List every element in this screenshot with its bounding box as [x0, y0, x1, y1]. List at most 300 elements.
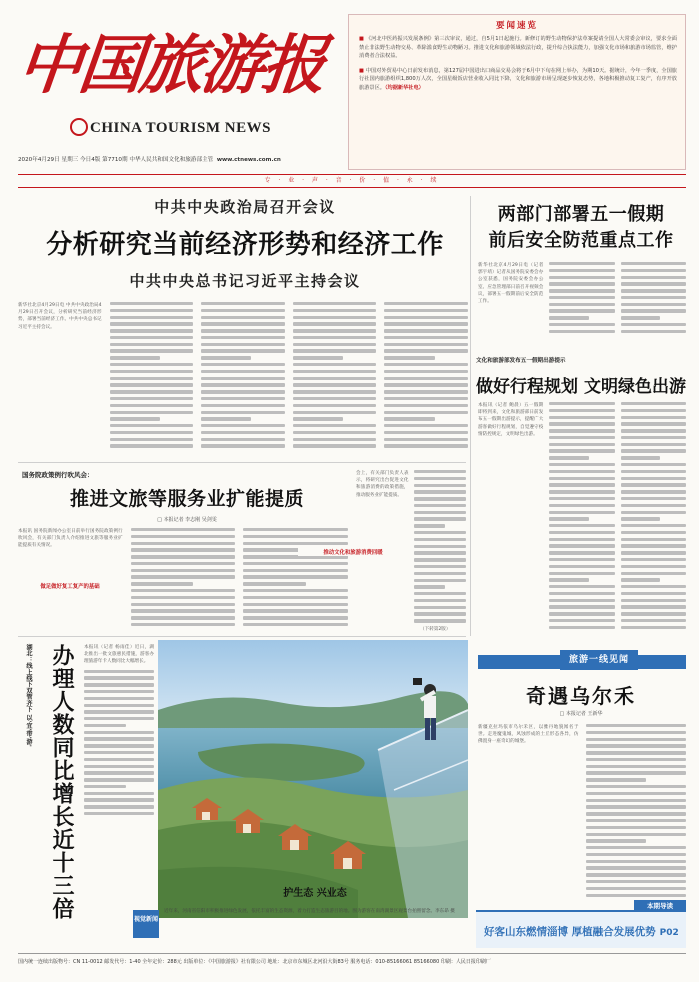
text-line: [414, 538, 467, 541]
text-line: [586, 792, 687, 795]
text-line: [549, 504, 614, 507]
text-line: [384, 397, 468, 400]
text-line: [243, 623, 348, 626]
text-line: [549, 456, 588, 459]
text-line: [549, 309, 614, 312]
text-line: [621, 497, 686, 500]
text-line: [201, 390, 285, 393]
text-line: [131, 548, 236, 551]
text-line: [243, 528, 348, 531]
express-list: [359, 35, 677, 99]
text-line: [621, 316, 660, 319]
issue-info: 2020年4月29日 星期三 今日4版 第7710期 中华人民共和国文化和旅游部主管: [18, 157, 214, 163]
text-line: [621, 477, 686, 480]
text-line: [243, 562, 348, 565]
text-line: [549, 436, 614, 439]
text-line: [84, 717, 154, 720]
express-item[interactable]: [359, 67, 677, 93]
text-line: [621, 429, 686, 432]
text-line: [110, 316, 194, 319]
text-line: [131, 603, 236, 606]
text-line: [293, 411, 377, 414]
text-line: [293, 309, 377, 312]
text-line: [384, 377, 468, 380]
text-line: [293, 397, 377, 400]
visual-news-badge: 视觉新闻: [133, 910, 159, 938]
text-line: [110, 302, 194, 305]
publication-footer: 国内统一连续出版物号：CN 11-0012 邮发代号：1-40 全年定价：288元 出版单位：《中国旅游报》社有限公司 地址：北京市东城区北河沿大街83号 服务电话：010-85166061 85166080 印刷：人民日报印刷厂: [18, 953, 686, 971]
text-line: [621, 531, 686, 534]
text-line: [549, 477, 614, 480]
text-line: [586, 799, 687, 802]
text-line: [621, 605, 686, 608]
text-line: [549, 449, 614, 452]
text-line: [549, 619, 614, 622]
mid-story-body: [18, 528, 348, 632]
text-line: [384, 431, 468, 434]
text-line: [110, 370, 194, 373]
text-line: [414, 558, 467, 561]
text-line: [586, 860, 687, 863]
text-line: [549, 544, 614, 547]
text-line: [201, 424, 285, 427]
text-line: [621, 262, 686, 265]
text-line: [414, 517, 467, 520]
text-line: [293, 363, 377, 366]
text-line: [201, 363, 285, 366]
text-line: [384, 417, 434, 420]
text-line: [621, 323, 686, 326]
second-story-body: [478, 402, 686, 634]
text-line: [243, 616, 348, 619]
text-line: [549, 276, 614, 279]
text-line: [414, 585, 446, 588]
guide-headline-text: 好客山东燃情淄博 厚植融合发展优势: [484, 926, 656, 938]
text-line: [201, 316, 285, 319]
text-line: [621, 511, 686, 514]
text-line: [621, 592, 686, 595]
text-line: [621, 282, 686, 285]
text-line: [293, 336, 377, 339]
travel-story-paragraph: 新疆克拉玛依市乌尔禾区，以雅丹地貌闻名于世。走进魔鬼城，风蚀形成的土丘形态各异，仿佛置身一座奇幻的城堡。: [478, 725, 579, 745]
text-line: [384, 356, 434, 359]
text-column: [84, 670, 154, 820]
text-line: [84, 710, 154, 713]
text-line: [549, 483, 614, 486]
text-line: [586, 887, 687, 890]
text-column: [131, 528, 236, 632]
text-line: [243, 582, 306, 585]
text-line: [384, 383, 468, 386]
text-line: [414, 470, 467, 473]
text-line: [549, 517, 588, 520]
text-line: [621, 490, 686, 493]
text-line: [549, 303, 614, 306]
mid-story-subhead: 做足做好复工复产的基础: [18, 582, 122, 590]
text-line: [414, 599, 467, 602]
issue-guide[interactable]: [476, 902, 686, 948]
text-line: [621, 524, 686, 527]
text-line: [201, 397, 285, 400]
text-line: [414, 612, 467, 615]
slogan-band: 专 · 业 · 声 · 音 · 价 · 值 · 永 · 续: [18, 174, 686, 188]
text-line: [621, 276, 686, 279]
text-line: [621, 470, 686, 473]
text-line: [414, 572, 467, 575]
bullet-icon: ■: [359, 36, 366, 42]
text-line: [131, 623, 236, 626]
text-line: [384, 411, 468, 414]
text-column: [384, 302, 468, 452]
text-line: [549, 531, 614, 534]
text-line: [586, 771, 687, 774]
text-line: [84, 758, 154, 761]
text-line: [621, 443, 686, 446]
text-line: [384, 404, 468, 407]
text-line: [586, 819, 687, 822]
section-divider: [18, 462, 466, 463]
text-line: [621, 483, 686, 486]
text-line: [110, 390, 194, 393]
dateline: [18, 155, 338, 163]
mid-story-byline: □ 本报记者 李志刚 吴剑雯: [157, 517, 217, 523]
text-line: [549, 585, 614, 588]
text-line: [621, 422, 686, 425]
lead-kicker: 中共中央政治局召开会议: [154, 198, 336, 216]
text-line: [549, 538, 614, 541]
text-line: [414, 511, 467, 514]
text-line: [201, 444, 285, 447]
right-story-headline-line2[interactable]: 前后安全防范重点工作: [488, 230, 674, 251]
text-line: [621, 309, 686, 312]
text-line: [549, 599, 614, 602]
text-line: [621, 416, 686, 419]
text-line: [549, 282, 614, 285]
text-line: [414, 504, 467, 507]
right-story-headline-line1[interactable]: 两部门部署五一假期: [497, 204, 665, 225]
text-line: [293, 431, 377, 434]
text-line: [293, 424, 377, 427]
text-line: [414, 490, 467, 493]
text-line: [201, 370, 285, 373]
text-line: [131, 555, 236, 558]
text-line: [384, 438, 468, 441]
text-line: [586, 826, 687, 829]
text-line: [621, 619, 686, 622]
text-column: [621, 402, 686, 634]
text-line: [586, 758, 687, 761]
mid-story-kicker: 国务院政策例行吹风会：: [22, 471, 94, 479]
text-line: [549, 409, 614, 412]
text-line: [549, 470, 614, 473]
text-line: [549, 511, 614, 514]
text-line: [549, 330, 614, 333]
text-line: [131, 569, 236, 572]
text-line: [201, 343, 285, 346]
text-line: [621, 436, 686, 439]
text-column: [586, 724, 687, 902]
text-line: [384, 343, 468, 346]
text-line: [621, 538, 686, 541]
news-photo[interactable]: [158, 640, 468, 918]
text-line: [293, 316, 377, 319]
text-line: [586, 765, 687, 768]
text-line: [549, 565, 614, 568]
text-line: [293, 329, 377, 332]
text-line: [549, 443, 614, 446]
right-story-body: [478, 262, 686, 342]
text-line: [586, 839, 646, 842]
text-line: [621, 544, 686, 547]
text-line: [586, 731, 687, 734]
text-line: [131, 575, 236, 578]
text-column: [293, 302, 377, 452]
text-line: [110, 377, 194, 380]
text-line: [201, 404, 285, 407]
text-line: [84, 690, 154, 693]
text-line: [201, 377, 285, 380]
text-line: [621, 289, 686, 292]
text-line: [293, 302, 377, 305]
text-line: [549, 572, 614, 575]
masthead: [14, 14, 338, 134]
text-line: [384, 329, 468, 332]
second-story-headline-part2[interactable]: 文明绿色出游: [584, 377, 686, 397]
column-divider: [470, 196, 471, 636]
mid-story-paragraph-2: 会上，有关部门负责人表示，将研究出台促进文化和旅游消费的政策措施，推动服务业扩能提质。: [356, 471, 409, 498]
text-line: [131, 616, 236, 619]
text-line: [621, 402, 686, 405]
mid-story-subhead-2: 推动文化和旅游消费回暖: [298, 548, 408, 556]
text-line: [549, 592, 614, 595]
text-line: [384, 424, 468, 427]
text-line: [201, 349, 285, 352]
express-item[interactable]: [359, 35, 677, 61]
text-line: [586, 873, 687, 876]
text-line: [549, 296, 614, 299]
text-line: [110, 417, 160, 420]
text-line: [414, 565, 467, 568]
text-line: [84, 737, 154, 740]
text-line: [110, 404, 194, 407]
text-line: [110, 424, 194, 427]
text-line: [110, 438, 194, 441]
text-line: [384, 316, 468, 319]
mid-story-paragraph: 本报讯 国务院新闻办公室日前举行国务院政策例行吹风会，有关部门负责人介绍推进文旅等服务业扩能提质有关情况。: [18, 529, 123, 549]
text-line: [293, 349, 377, 352]
text-line: [131, 535, 236, 538]
text-line: [384, 349, 468, 352]
text-line: [621, 504, 686, 507]
text-line: [621, 269, 686, 272]
continued-note[interactable]: （下转第2版）: [420, 627, 451, 632]
text-line: [84, 751, 154, 754]
text-line: [243, 603, 348, 606]
text-line: [549, 551, 614, 554]
masthead-emblem-icon: [70, 118, 88, 136]
text-line: [201, 356, 251, 359]
text-line: [293, 343, 377, 346]
text-line: [201, 431, 285, 434]
section-divider: [18, 636, 466, 637]
text-line: [293, 404, 377, 407]
text-line: [414, 619, 467, 622]
text-line: [110, 444, 194, 447]
text-line: [549, 289, 614, 292]
guide-label: 本期导读: [634, 900, 686, 912]
photo-caption-title: 护生态 兴业态: [283, 888, 347, 899]
text-line: [131, 609, 236, 612]
text-line: [586, 812, 687, 815]
text-line: [549, 605, 614, 608]
text-line: [84, 798, 154, 801]
left-story-kicker: 湖北：线上线下双管齐下 以'宜'带'游': [25, 644, 32, 747]
mid-story-headline[interactable]: 推进文旅等服务业扩能提质: [69, 488, 304, 510]
second-story-headline-part1[interactable]: 做好行程规划: [476, 377, 578, 397]
text-line: [110, 329, 194, 332]
text-line: [84, 683, 154, 686]
text-line: [621, 572, 686, 575]
text-line: [549, 422, 614, 425]
text-line: [201, 309, 285, 312]
text-line: [621, 463, 686, 466]
text-line: [84, 771, 154, 774]
lead-subtitle: 中共中央总书记习近平主持会议: [129, 272, 361, 290]
text-line: [621, 551, 686, 554]
travel-story-body: [478, 724, 686, 902]
express-item-text: 中国对外贸易中心日前发布消息，第127届中国进出口商品交易会将于6月中下旬在网上举办，为期10天。据统计，今年一季度，全国旅行社国内旅游组织1,800万人次，全国星级饭店营业收入同比下降，文化和旅游市场呈现逐步恢复态势，各地积极推动复工复产，有序开放旅游景区。: [359, 67, 677, 91]
text-line: [414, 579, 467, 582]
text-column: [243, 528, 348, 632]
text-line: [243, 542, 348, 545]
text-line: [84, 670, 154, 673]
text-line: [384, 302, 468, 305]
text-line: [131, 562, 236, 565]
text-line: [414, 545, 467, 548]
text-line: [586, 751, 687, 754]
travel-story-headline[interactable]: 奇遇乌尔禾: [526, 684, 636, 708]
text-line: [110, 343, 194, 346]
text-line: [201, 322, 285, 325]
text-line: [549, 269, 614, 272]
text-line: [586, 880, 687, 883]
text-column: [549, 262, 614, 342]
lead-article-body: [18, 302, 468, 452]
text-line: [549, 626, 614, 629]
text-line: [621, 565, 686, 568]
text-line: [110, 363, 194, 366]
text-line: [201, 383, 285, 386]
text-line: [84, 744, 154, 747]
guide-page-number: P02: [659, 928, 679, 938]
text-line: [549, 416, 614, 419]
left-story-headline[interactable]: 办理人数同比增长近十三倍: [49, 644, 74, 920]
english-name: CHINA TOURISM NEWS: [90, 120, 271, 136]
lead-headline[interactable]: 分析研究当前经济形势和经济工作: [46, 230, 444, 260]
text-line: [549, 524, 614, 527]
text-line: [110, 431, 194, 434]
text-line: [384, 370, 468, 373]
text-line: [293, 444, 377, 447]
text-line: [84, 778, 154, 781]
text-line: [549, 262, 614, 265]
guide-headline[interactable]: [484, 924, 679, 939]
text-line: [201, 329, 285, 332]
text-line: [621, 303, 686, 306]
text-line: [549, 578, 588, 581]
text-line: [586, 853, 687, 856]
text-line: [293, 356, 343, 359]
text-line: [293, 383, 377, 386]
text-line: [293, 322, 377, 325]
text-line: [586, 738, 687, 741]
text-line: [549, 497, 614, 500]
text-line: [84, 765, 154, 768]
text-line: [84, 785, 126, 788]
text-line: [621, 578, 660, 581]
text-line: [243, 609, 348, 612]
text-column: [414, 470, 467, 632]
text-line: [549, 402, 614, 405]
text-line: [586, 744, 687, 747]
text-line: [110, 309, 194, 312]
travel-column-label: 旅游一线见闻: [560, 650, 638, 670]
text-line: [586, 866, 687, 869]
text-line: [201, 438, 285, 441]
text-line: [384, 444, 468, 447]
text-line: [110, 349, 194, 352]
text-line: [414, 531, 467, 534]
text-column: [201, 302, 285, 452]
text-line: [586, 846, 687, 849]
text-line: [414, 551, 467, 554]
text-line: [549, 316, 588, 319]
text-line: [110, 397, 194, 400]
newspaper-logo: 中国旅游报: [14, 28, 327, 103]
text-line: [549, 429, 614, 432]
text-line: [621, 585, 686, 588]
text-line: [131, 589, 236, 592]
second-story-paragraph: 本报讯（记者 鲍晨）五一假期即将到来，文化和旅游部日前发布五一假期出游提示，提醒广大游客做好行程规划，自觉遵守疫情防控规定，文明绿色出游。: [478, 403, 544, 437]
text-line: [243, 596, 348, 599]
right-story-paragraph: 新华社北京4月29日电（记者 郭宇靖）记者从国务院安委会办公室获悉，国务院安委会办公室、应急管理部日前召开视频会议，部署五一假期前后安全防范工作。: [478, 263, 544, 305]
website-link[interactable]: www.ctnews.com.cn: [216, 157, 281, 163]
text-line: [549, 323, 614, 326]
text-line: [84, 704, 154, 707]
text-line: [621, 456, 660, 459]
text-line: [621, 409, 686, 412]
text-line: [549, 490, 614, 493]
text-line: [243, 569, 348, 572]
text-line: [586, 778, 646, 781]
text-line: [621, 296, 686, 299]
text-line: [414, 606, 467, 609]
text-line: [110, 383, 194, 386]
text-column: [549, 402, 614, 634]
text-line: [414, 477, 467, 480]
text-line: [384, 309, 468, 312]
text-line: [384, 322, 468, 325]
text-line: [201, 336, 285, 339]
text-line: [84, 731, 154, 734]
travel-story-byline: □ 本报记者 王新华: [559, 711, 603, 717]
text-line: [293, 417, 343, 420]
text-line: [84, 805, 154, 808]
text-line: [243, 589, 348, 592]
text-line: [84, 697, 154, 700]
text-line: [110, 356, 160, 359]
express-title: 要闻速览: [495, 21, 538, 31]
